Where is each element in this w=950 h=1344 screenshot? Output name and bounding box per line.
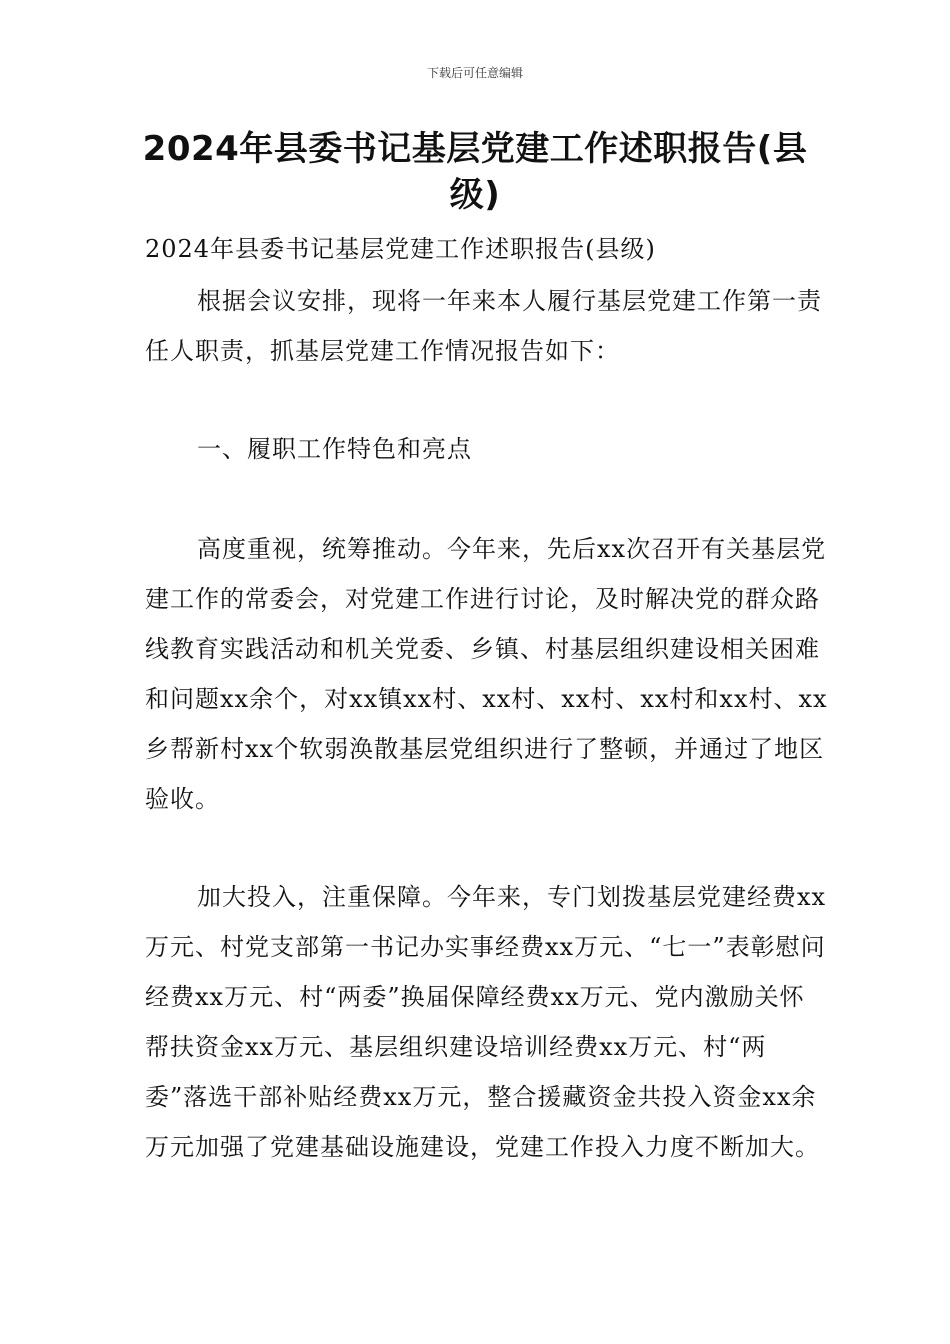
intro-paragraph: 根据会议安排，现将一年来本人履行基层党建工作第一责任人职责，抓基层党建工作情况报告如下：: [145, 287, 822, 365]
header-note: 下载后可任意编辑: [426, 66, 523, 80]
paragraph-1: 高度重视，统筹推动。今年来，先后xx次召开有关基层党建工作的常委会，对党建工作进行讨论，及时解决党的群众路线教育实践活动和机关党委、乡镇、村基层组织建设相关困难和问题xx余个，对xx镇xx村、xx村、xx村、xx村和xx村、xx乡帮新村xx个软弱涣散基层党组织进行了整顿，并通过了地区验收。: [145, 535, 828, 813]
paragraph-2: 加大投入，注重保障。今年来，专门划拨基层党建经费xx万元、村党支部第一书记办实事经费xx万元、“七一”表彰慰问经费xx万元、村“两委”换届保障经费xx万元、党内激励关怀帮扶资金xx万元、基层组织建设培训经费xx万元、村“两委”落选干部补贴经费xx万元，整合援藏资金共投入资金xx余万元加强了党建基础设施建设，党建工作投入力度不断加大。: [145, 883, 827, 1161]
document-subtitle: 2024年县委书记基层党建工作述职报告(县级): [145, 235, 656, 263]
section-heading: 一、履职工作特色和亮点: [197, 435, 472, 463]
document-title: 2024年县委书记基层党建工作述职报告(县级): [142, 129, 808, 215]
